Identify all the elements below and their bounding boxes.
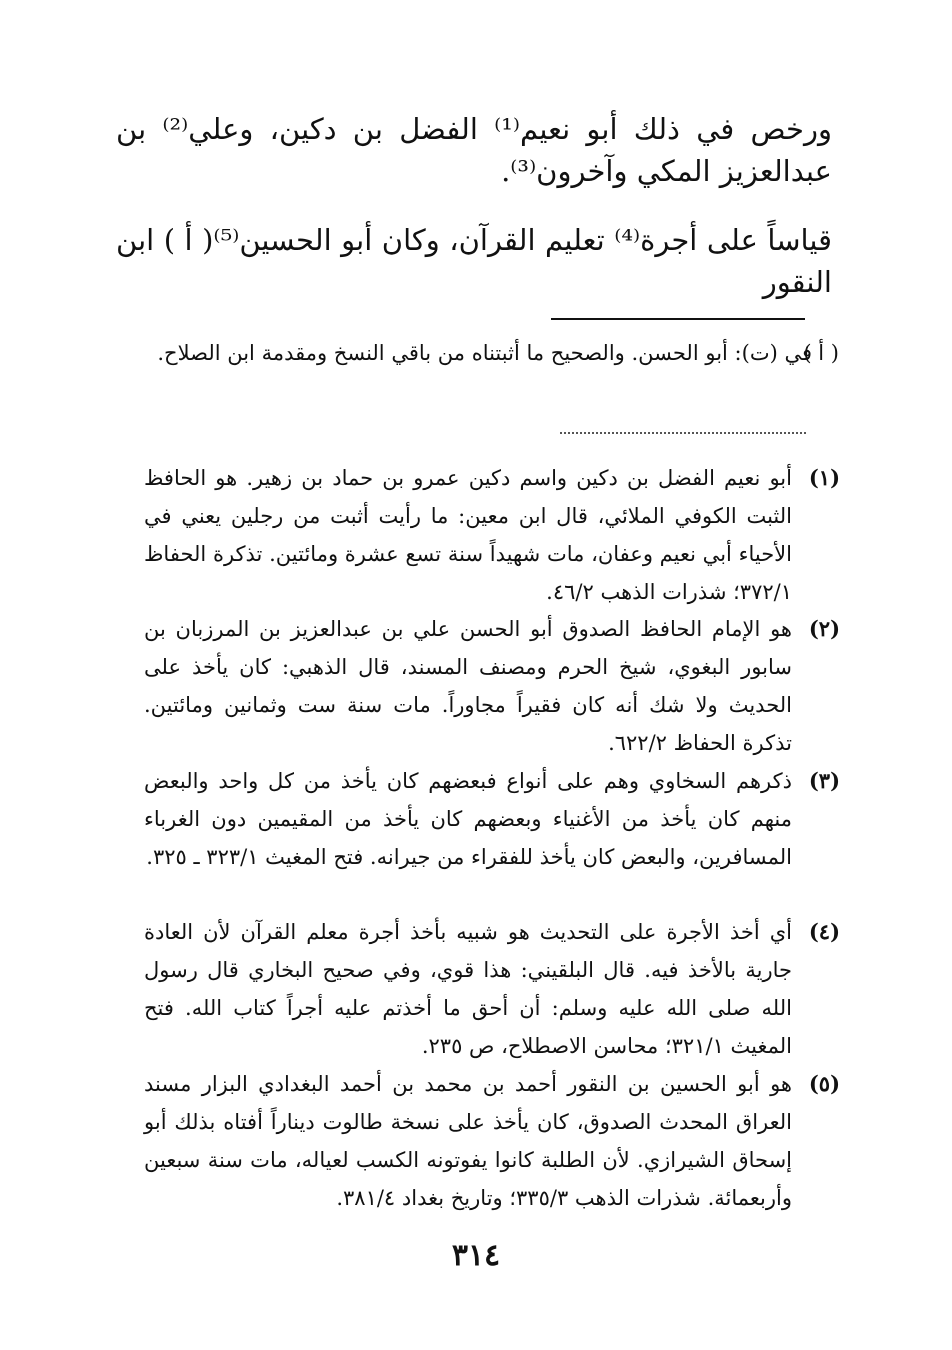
footnote-number: (٥) [808, 1071, 840, 1096]
main-paragraph-2: قياساً على أجرة⁽⁴⁾ تعليم القرآن، وكان أبو الحسين⁽⁵⁾( أ ) ابن النقور [116, 223, 833, 300]
footnote-text: أبو نعيم الفضل بن دكين واسم دكين عمرو بن حماد بن زهير. هو الحافظ الثبت الكوفي الملائي، قال ابن معين: ما رأيت أثبت من رجلين يعني في الأحياء أبي نعيم وعفان، مات شهيداً سنة تسع عشرة ومائتين. تذكرة الحفاظ ٣٧٢/١؛ شذرات الذهب ٤٦/٢. [144, 466, 792, 604]
footnote-text: هو أبو الحسين بن النقور أحمد بن محمد بن أحمد البغدادي البزار مسند العراق المحدث الصدوق، كان يأخذ على نسخة طالوت ديناراً أفتاه بذلك أبو إسحاق الشيرازي. لأن الطلبة كانوا يفوتونه الكسب لعياله، مات سنة سبعين وأربعمائة. شذرات الذهب ٣٣٥/٣؛ وتاريخ بغداد ٣٨١/٤. [144, 1072, 792, 1210]
footnote-number: (٢) [808, 616, 840, 641]
footnote-separator [551, 318, 805, 320]
dotted-divider [560, 432, 806, 444]
variant-note-text: في (ت): أبو الحسن. والصحيح ما أثبتناه من باقي النسخ ومقدمة ابن الصلاح. [157, 341, 812, 365]
footnote-text: ذكرهم السخاوي وهم على أنواع فبعضهم كان يأخذ من كل واحد والبعض منهم كان يأخذ من الأغنياء وبعضهم كان يأخذ من المقيمين دون الغرباء المسافرين، والبعض كان يأخذ للفقراء من جيرانه. فتح المغيث ٣٢٣/١ ـ ٣٢٥. [144, 769, 792, 869]
footnote-number: (٤) [808, 919, 840, 944]
main-paragraph-1: ورخص في ذلك أبو نعيم⁽¹⁾ الفضل بن دكين، وعلي⁽²⁾ بن عبدالعزيز المكي وآخرون⁽³⁾. [116, 112, 832, 189]
variant-note-marker: ( أ ) [803, 341, 839, 365]
page-number: ٣١٤ [451, 1238, 501, 1273]
footnote-number: (١) [808, 465, 840, 490]
footnote-number: (٣) [808, 768, 840, 793]
footnote-text: هو الإمام الحافظ الصدوق أبو الحسن علي بن عبدالعزيز بن المرزبان بن سابور البغوي، شيخ الحرم ومصنف المسند، قال الذهبي: كان يأخذ على الحديث ولا شك أنه كان فقيراً مجاوراً. مات سنة ست وثمانين ومائتين. تذكرة الحفاظ ٦٢٢/٢. [144, 617, 792, 755]
footnote-text: أي أخذ الأجرة على التحديث هو شبيه بأخذ أجرة معلم القرآن لأن العادة جارية بالأخذ فيه. قال البلقيني: هذا قوي، وفي صحيح البخاري قال رسول الله صلى الله عليه وسلم: أن أحق ما أخذتم عليه أجراً كتاب الله. فتح المغيث ٣٢١/١؛ محاسن الاصطلاح، ص ٢٣٥. [144, 920, 792, 1058]
